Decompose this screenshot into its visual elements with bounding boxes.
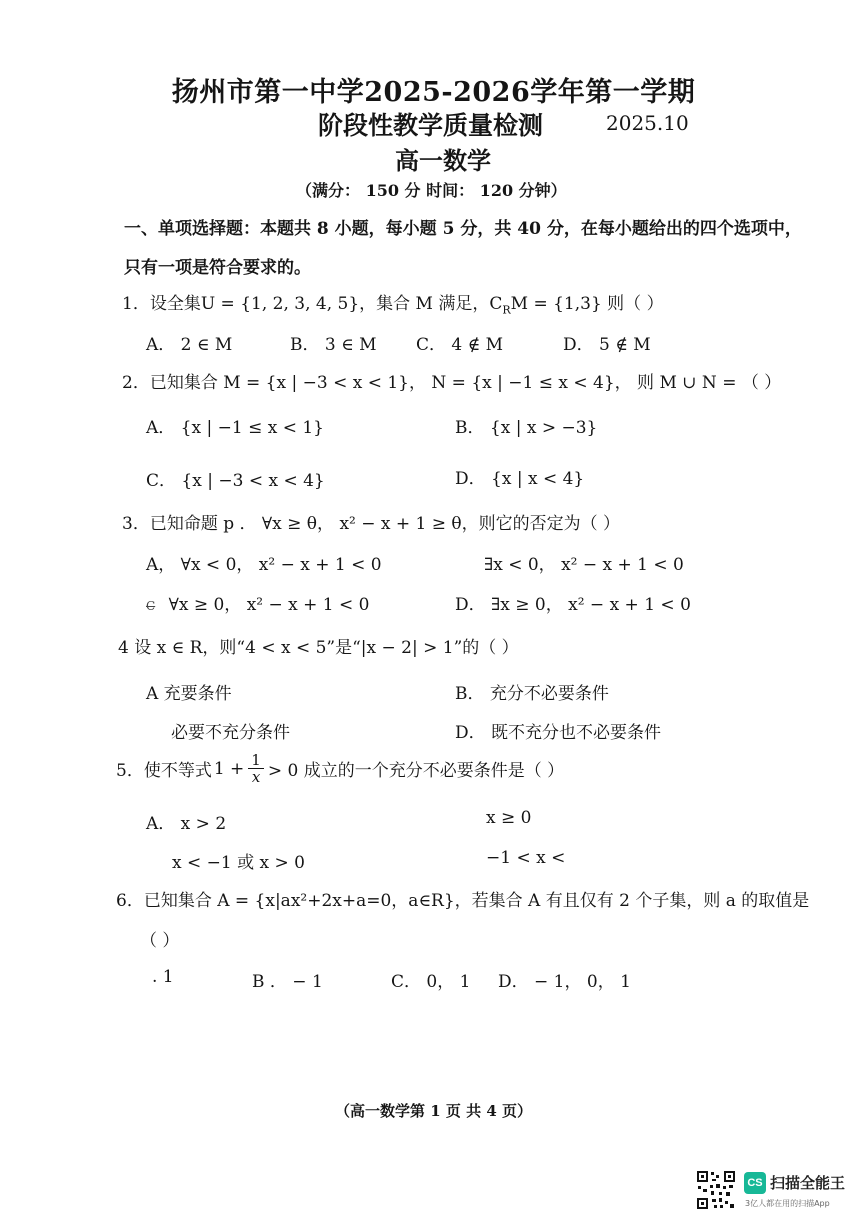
question-4-stem: 4 设 x ∈ R，则“4 < x < 5”是“|x − 2| > 1”的（ ）	[118, 638, 519, 658]
question-4-option-a: A 充要条件	[146, 684, 232, 704]
question-3-option-c	[146, 590, 370, 615]
question-5-fraction-numerator: 1	[248, 752, 264, 769]
question-2-option-d: D． {x | x < 4}	[455, 469, 585, 489]
question-3-option-c-text: ∀x ≥ 0， x² − x + 1 < 0	[168, 595, 370, 615]
question-1-tail: M = {1,3} 则（ ）	[510, 294, 664, 314]
question-5-text: 5．使不等式	[116, 761, 212, 781]
section-heading-line2: 只有一项是符合要求的。	[124, 258, 311, 278]
question-6-option-a: . 1	[152, 967, 174, 987]
qr-code-icon	[696, 1170, 736, 1210]
question-5-fraction	[248, 752, 264, 785]
question-3-option-c-mark: C	[146, 599, 156, 613]
question-6-option-d: D． − 1， 0， 1	[498, 972, 631, 992]
question-2-option-b: B． {x | x > −3}	[455, 418, 598, 438]
question-5-option-d: −1 < x <	[486, 848, 566, 868]
question-1-stem	[122, 289, 664, 316]
subject-title: 高一数学	[395, 146, 491, 175]
question-6-stem: 6．已知集合 A = {x|ax²+2x+a=0，a∈R}，若集合 A 有且仅有 2 个子集，则 a 的取值是	[116, 891, 810, 911]
question-3-option-d: D． ∃x ≥ 0， x² − x + 1 < 0	[455, 595, 691, 615]
question-4-option-d: D． 既不充分也不必要条件	[455, 723, 662, 743]
question-2-stem: 2．已知集合 M = {x | −3 < x < 1}， N = {x | −1 ≤ x < 4}， 则 M ∪ N = （ ）	[122, 373, 782, 393]
exam-date: 2025.10	[606, 111, 689, 135]
question-5-option-b: x ≥ 0	[486, 808, 532, 828]
question-5-option-a: A． x > 2	[146, 814, 227, 834]
question-6-option-b: B ． − 1	[252, 972, 323, 992]
question-2-option-c: C． {x | −3 < x < 4}	[146, 471, 325, 491]
question-6-option-c: C． 0， 1	[391, 972, 471, 992]
question-5-fraction-denominator: x	[251, 768, 261, 786]
question-5-option-c: x < −1 或 x > 0	[172, 853, 305, 873]
question-1-option-c: C． 4 ∉ M	[416, 335, 504, 355]
question-6-blank: （ ）	[140, 931, 180, 951]
question-5-tail: > 0 成立的一个充分不必要条件是（ ）	[267, 761, 565, 781]
question-2-option-a: A． {x | −1 ≤ x < 1}	[146, 418, 325, 438]
question-5-stem	[116, 752, 564, 785]
exam-subtitle: 阶段性教学质量检测	[318, 111, 544, 140]
question-5-math: 1 +	[213, 758, 245, 779]
question-1-text: 1．设全集U = {1, 2, 3, 4, 5}，集合 M 满足，C	[122, 294, 503, 314]
scanner-logo-icon: CS	[744, 1172, 766, 1194]
question-1-option-d: D． 5 ∉ M	[563, 335, 651, 355]
question-3-stem: 3．已知命题 p ． ∀x ≥ θ， x² − x + 1 ≥ θ，则它的否定为（ ）	[122, 514, 621, 534]
page-footer: （高一数学第 1 页 共 4 页）	[335, 1102, 532, 1120]
question-1-subscript: R	[502, 303, 511, 317]
question-3-option-b: ∃x < 0， x² − x + 1 < 0	[484, 555, 684, 575]
scanner-tagline: 3亿人都在用的扫描App	[745, 1199, 830, 1208]
section-heading-line1: 一、单项选择题：本题共 8 小题，每小题 5 分，共 40 分，在每小题给出的四个选项中，	[124, 219, 802, 239]
question-4-option-b: B． 充分不必要条件	[455, 684, 609, 704]
question-1-option-a: A． 2 ∈ M	[146, 335, 233, 355]
scanner-brand-name: 扫描全能王	[770, 1174, 846, 1192]
question-4-option-c: 必要不充分条件	[171, 723, 290, 743]
question-1-option-b: B． 3 ∈ M	[290, 335, 377, 355]
exam-title: 扬州市第一中学2025-2026学年第一学期	[171, 77, 696, 108]
score-time-info: （满分： 150 分 时间： 120 分钟）	[296, 181, 567, 200]
question-3-option-a: A， ∀x < 0， x² − x + 1 < 0	[146, 555, 382, 575]
